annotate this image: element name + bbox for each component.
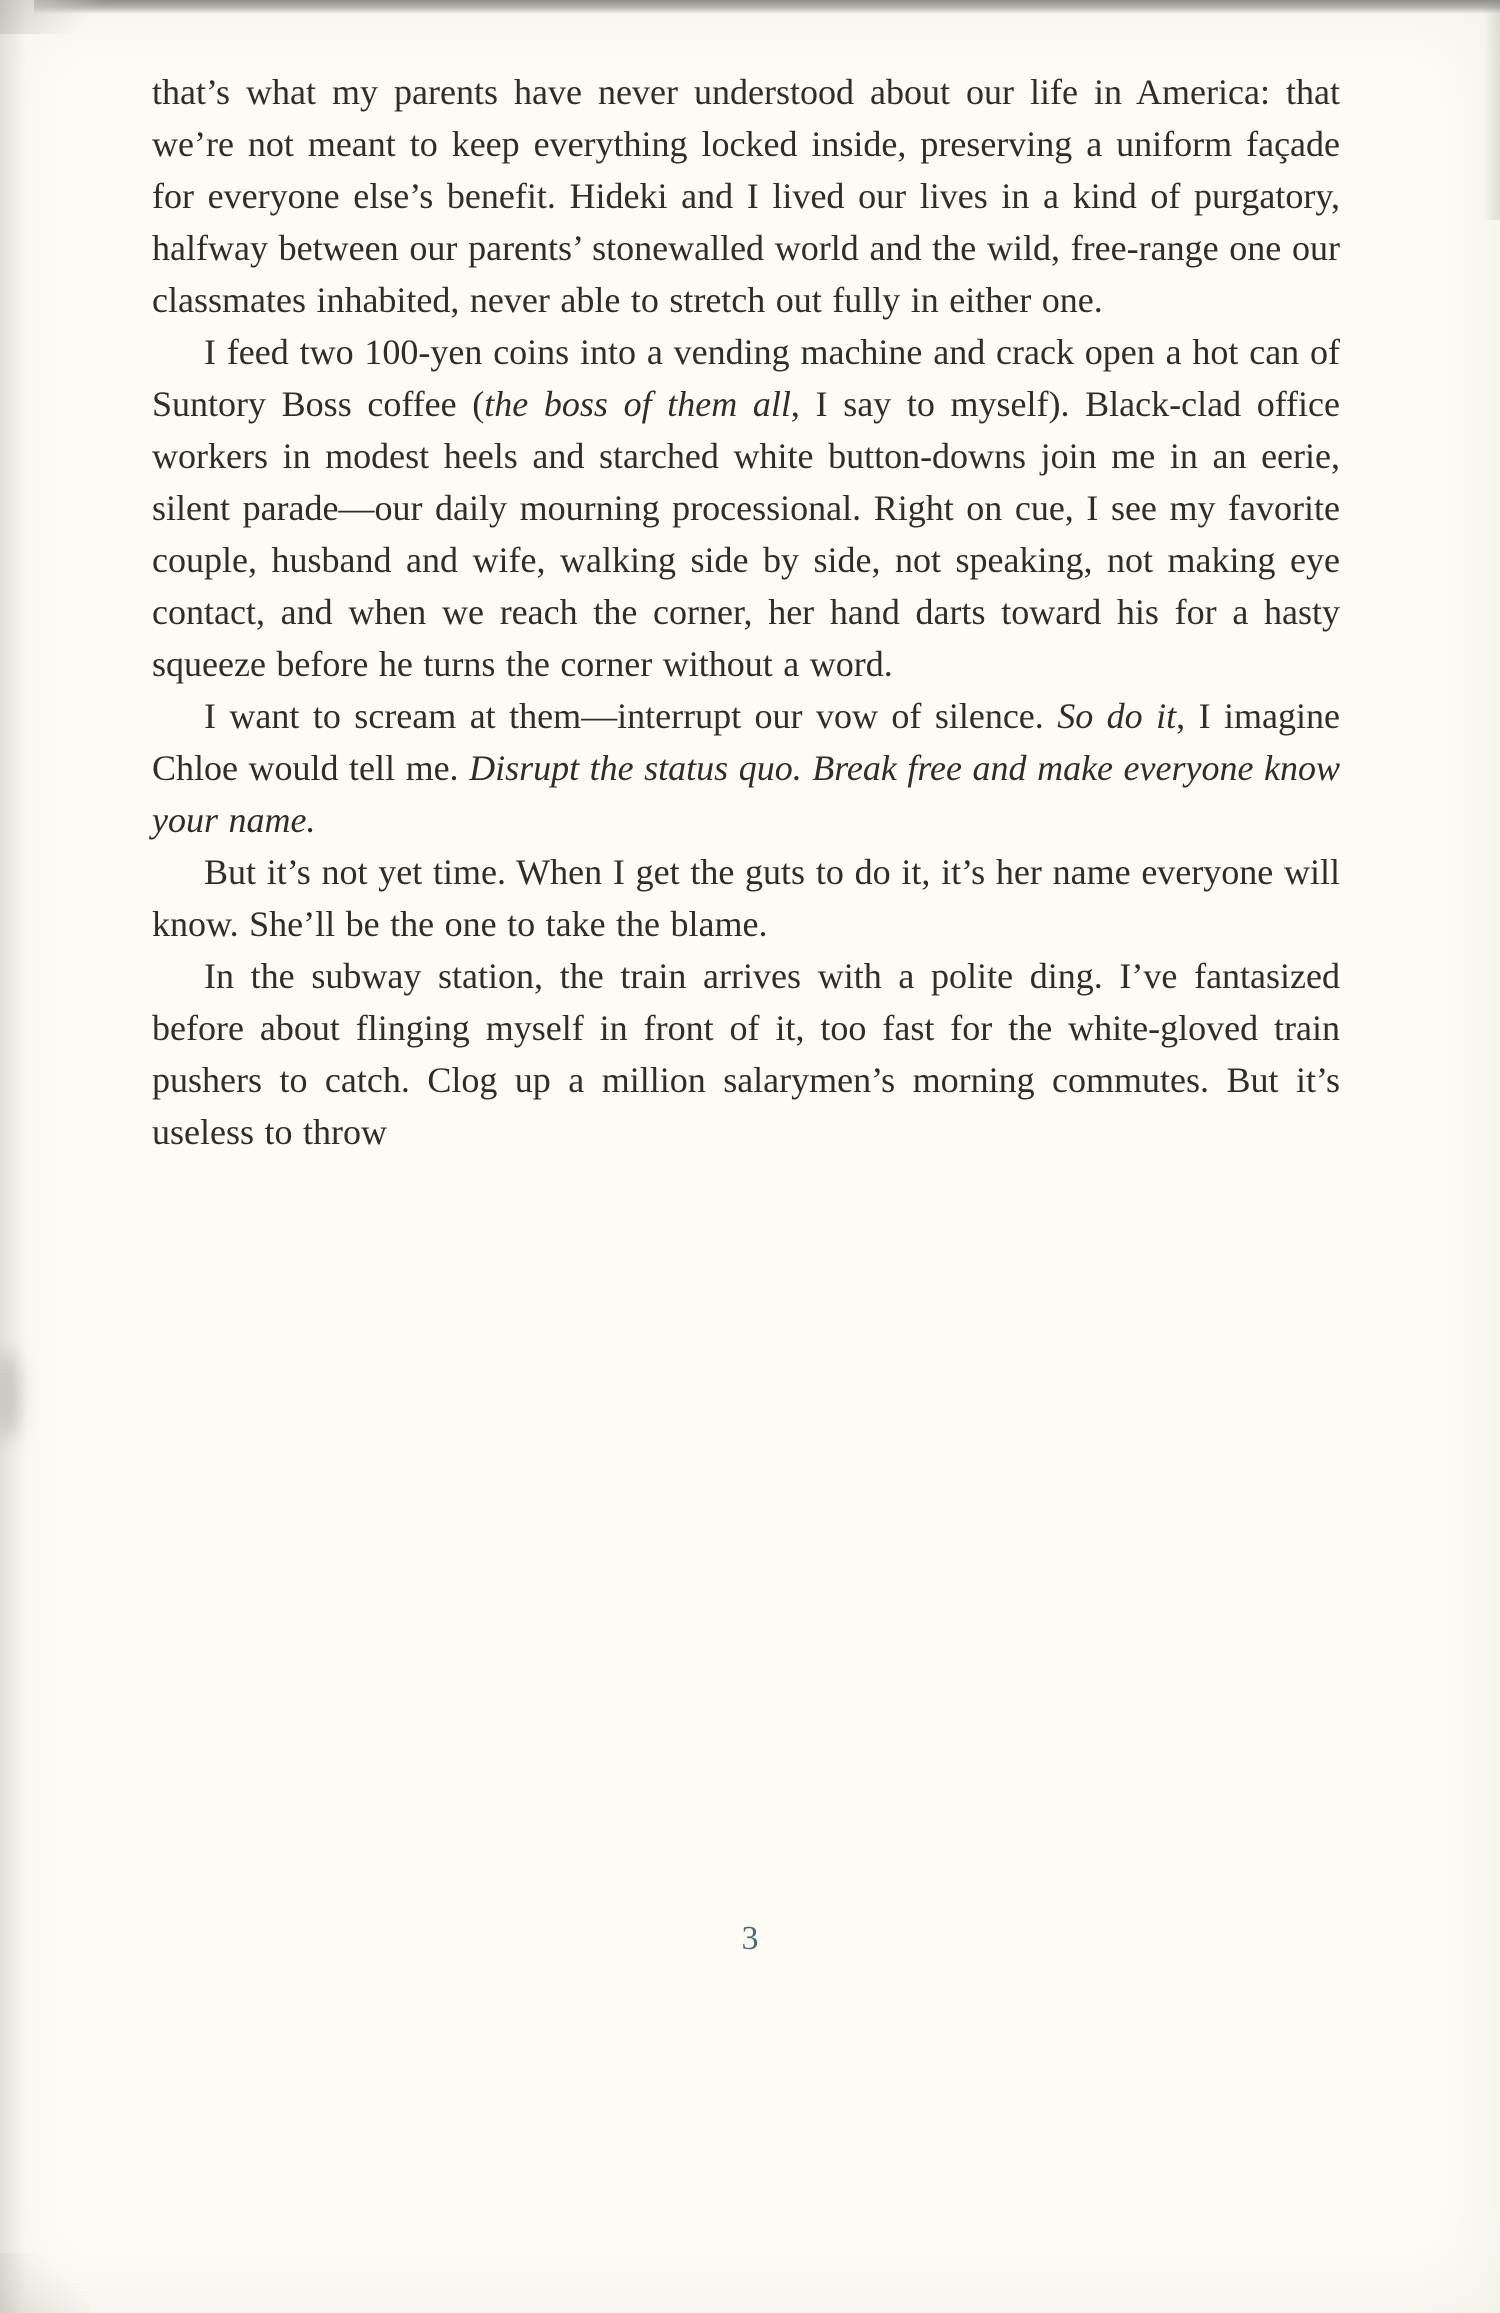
text-run: I feed two 100-yen coins into a vending machine and crack open a hot can of Suntory Boss coffee (	[152, 332, 1340, 424]
text-run: I want to scream at them—interrupt our vow of silence.	[204, 696, 1058, 736]
paragraph	[152, 690, 1340, 846]
text-run: , I imagine Chloe would tell me.	[152, 696, 1340, 788]
italic-text-run: So do it	[1057, 696, 1177, 736]
page-text	[152, 66, 1340, 1158]
text-run: In the subway station, the train arrives with a polite ding. I’ve fantasized before about flinging myself in front of it, too fast for the white-gloved train pushers to catch. Clog up a million salarymen’s morning commutes. But it’s useless to throw	[152, 956, 1340, 1152]
paragraph	[152, 66, 1340, 326]
page-number: 3	[741, 1920, 759, 1957]
paragraph	[152, 950, 1340, 1158]
text-run: , I say to myself). Black-clad office workers in modest heels and starched white button-downs join me in an eerie, silent parade—our daily mourning processional. Right on cue, I see my favorite couple, husband and wife, walking side by side, not speaking, not making eye contact, and when we reach the corner, her hand darts toward his for a hasty squeeze before he turns the corner without a word.	[152, 384, 1341, 684]
paragraph	[152, 326, 1340, 690]
italic-text-run: the boss of them all	[484, 384, 791, 424]
scan-artifact-left-edge	[0, 0, 26, 2313]
text-run: But it’s not yet time. When I get the guts to do it, it’s her name everyone will know. She’ll be the one to take the blame.	[152, 852, 1340, 944]
text-run: that’s what my parents have never understood about our life in America: that we’re not meant to keep everything locked inside, preserving a uniform façade for everyone else’s benefit. Hideki and I lived our lives in a kind of purgatory, halfway between our parents’ stonewalled world and the wild, free-range one our classmates inhabited, never able to stretch out fully in either one.	[152, 72, 1340, 320]
scan-artifact-right-edge	[1484, 0, 1500, 220]
scan-artifact-bottom-left	[0, 2253, 90, 2313]
italic-text-run: Disrupt the status quo. Break free and make everyone know your name.	[152, 748, 1340, 840]
paragraph	[152, 846, 1340, 950]
scan-artifact-top-edge	[34, 0, 1500, 14]
